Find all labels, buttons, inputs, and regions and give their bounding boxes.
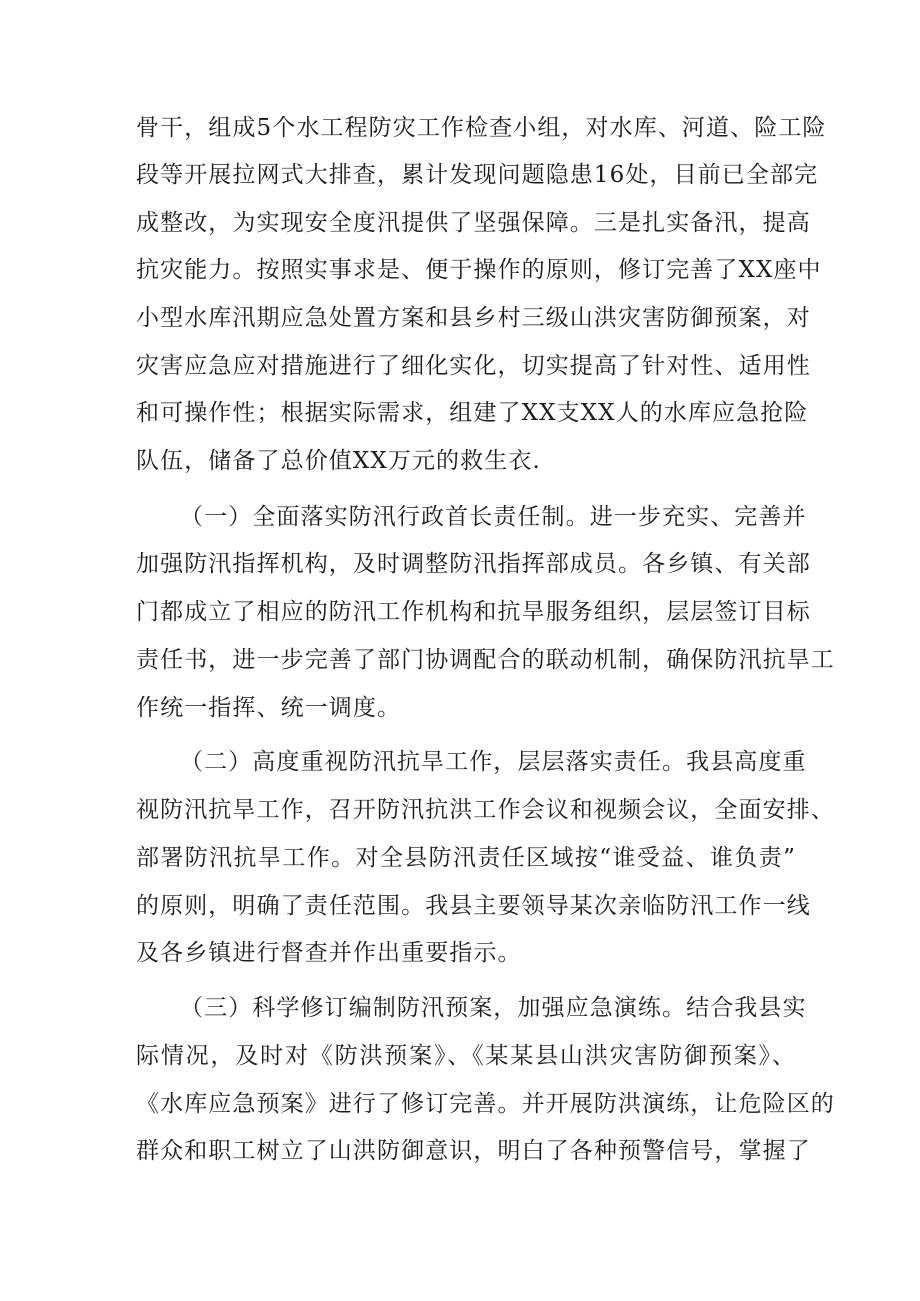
text-line: 灾害应急应对措施进行了细化实化，切实提高了针对性、适用性	[136, 353, 811, 379]
paragraph-first-line: （三）科学修订编制防汛预案，加强应急演练。结合我县实	[180, 995, 807, 1021]
text-line: 和可操作性；根据实际需求，组建了XX支XX人的水库应急抢险	[136, 400, 809, 426]
text-line: 《水库应急预案》进行了修订完善。并开展防洪演练，让危险区的	[136, 1091, 835, 1117]
text-line: 部署防汛抗旱工作。对全县防汛责任区域按“谁受益、谁负责”	[136, 845, 796, 871]
text-line: 骨干，组成5个水工程防灾工作检查小组，对水库、河道、险工险	[136, 115, 827, 141]
text-line: 小型水库汛期应急处置方案和县乡村三级山洪灾害防御预案，对	[136, 305, 811, 331]
paragraph-first-line: （二）高度重视防汛抗旱工作，层层落实责任。我县高度重	[180, 749, 807, 775]
text-line: 段等开展拉网式大排查，累计发现问题隐患16处，目前已全部完	[136, 162, 819, 188]
text-line: 成整改，为实现安全度汛提供了坚强保障。三是扎实备汛，提高	[136, 210, 811, 236]
text-line: 责任书，进一步完善了部门协调配合的联动机制，确保防汛抗旱工	[136, 647, 835, 673]
paragraph-first-line: （一）全面落实防汛行政首长责任制。进一步充实、完善并	[180, 504, 807, 530]
text-line: 抗灾能力。按照实事求是、便于操作的原则，修订完善了XX座中	[136, 257, 822, 283]
text-line: 的原则，明确了责任范围。我县主要领导某次亲临防汛工作一线	[136, 893, 811, 919]
text-line: 群众和职工树立了山洪防御意识，明白了各种预警信号，掌握了	[136, 1138, 811, 1164]
text-line: 及各乡镇进行督查并作出重要指示。	[136, 940, 522, 966]
text-line: 作统一指挥、统一调度。	[136, 695, 402, 721]
text-line: 门都成立了相应的防汛工作机构和抗旱服务组织，层层签订目标	[136, 599, 811, 625]
text-line: 际情况，及时对《防洪预案》、《某某县山洪灾害防御预案》、	[136, 1043, 796, 1069]
text-line: 视防汛抗旱工作，召开防汛抗洪工作会议和视频会议，全面安排、	[136, 797, 835, 823]
text-line: 队伍，储备了总价值XX万元的救生衣.	[136, 448, 541, 474]
text-line: 加强防汛指挥机构，及时调整防汛指挥部成员。各乡镇、有关部	[136, 551, 811, 577]
